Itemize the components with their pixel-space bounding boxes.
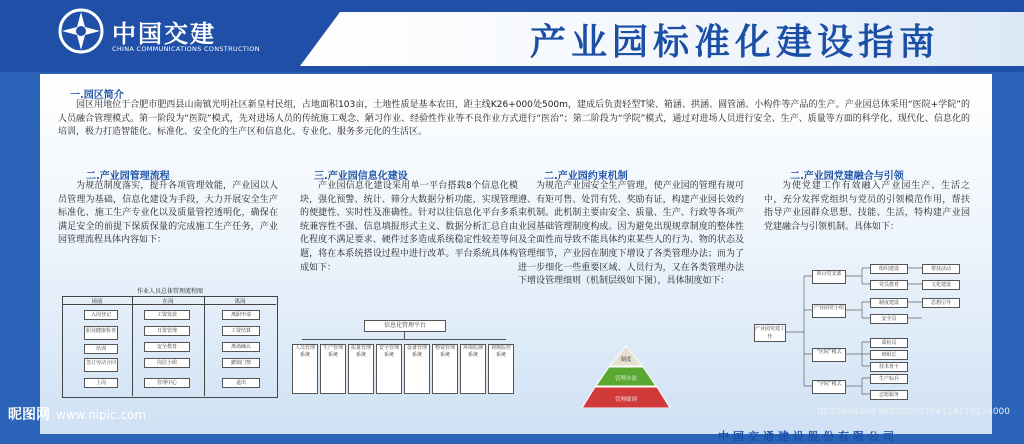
page-title: 产业园标准化建设指南 xyxy=(529,21,940,63)
flow-box: 签订劳动合同 xyxy=(84,358,118,372)
flow-box: 工资发放 xyxy=(144,310,190,320)
party-branch-box: “医院”模式 xyxy=(812,348,846,362)
flowchart-header-off: 离岗 xyxy=(234,299,246,305)
party-leaf-box: 志愿服务 xyxy=(870,390,908,400)
section-party-title: 二.产业园党建融合与引领 xyxy=(790,171,904,182)
ccc-logo-icon xyxy=(58,8,104,54)
party-leaf-box: 思想引导 xyxy=(922,298,960,308)
pyramid-label-rules: 制度 xyxy=(620,357,632,363)
image-id-stamp: ID:25654104 NO:20200704114119274000 xyxy=(817,407,1010,417)
flow-box: 日常管理 xyxy=(144,326,190,336)
flow-box: 离场确认 xyxy=(222,342,260,352)
section-management-text: 为规范制度落实，提升各项管理效能，产业园以人员管理为基础，信息化建设为手段，大力开展安全生产标准化、施工生产专业化以及质量管控透明化，确保在满足安全的前提下保质保量的完成施工生产任务，产业园管理流程具体内容如下： xyxy=(58,181,278,246)
footer-company-name: 中国交通建设股份有限公司 xyxy=(718,430,898,443)
pyramid-label-details: 管理细则 xyxy=(614,397,637,403)
pyramid-label-measures: 管理办法 xyxy=(614,376,637,382)
flow-box: 安全教育 xyxy=(144,342,190,352)
party-leaf-box: 技术骨干 xyxy=(870,362,908,372)
party-root-box: 产业园党建工作 xyxy=(755,326,786,340)
section-informatization-text: 产业园信息化建设采用单一平台搭载8个信息化模块，强化预警、统计、筛分大数据分析功能，实现管理的便捷性、实时性及准确性。针对以往信息化平台多系统兼容性不强、信息填报形式主义、数据分析汇总自由化程度不满足要求、硬件过多造成系统稳定性较差等问题，将在本系统搭设过程中进行改革。平台系统具体构成如下： xyxy=(300,181,518,273)
platform-module: 设备管理系统 xyxy=(404,344,430,394)
management-flowchart xyxy=(62,286,278,398)
flow-box: 职业健康检查 xyxy=(84,326,118,340)
flowchart-divider-2 xyxy=(204,296,205,396)
platform-module: 人员管理系统 xyxy=(292,344,318,394)
section-constraint-text: 为规范产业园安全生产管理，使产业园的管理有规可遵、有矩可售、处罚有凭、奖励有证，构建产业园长效约束机制。此机制主要由安全、质量、生产、行政等各项产业园基础管理制度构成。因为避免出现规章制度的整体性及全面性而导致不能具体约束某些人的行为、物的状态及管理细节，产业园在制度下增设了各类管理办法；而为了进一步细化一些重要区域、人员行为，又在各类管理办法下增设管理细则（机制层级如下图），具体制度如下： xyxy=(518,181,744,287)
party-leaf-box: 帮扶活动 xyxy=(922,264,960,274)
nipic-watermark: 昵图网 www.nipic.com xyxy=(8,407,147,423)
flow-box: 工资结算 xyxy=(222,326,260,336)
party-leaf-box: 文化建设 xyxy=(922,280,960,290)
flow-box: 撤销门禁 xyxy=(222,358,260,368)
party-tree-diagram xyxy=(754,262,978,402)
flow-box: 上岗 xyxy=(84,378,118,388)
platform-module: 生产管理系统 xyxy=(320,344,346,394)
flowchart-divider-1 xyxy=(132,296,133,396)
party-branch-box: 项目党支部 xyxy=(812,270,846,284)
party-leaf-box: 生产标兵 xyxy=(870,374,908,384)
flow-box: 管理中心 xyxy=(144,378,190,388)
flow-box: 培训 xyxy=(84,344,118,354)
flow-box: 岗位小组 xyxy=(144,358,190,368)
logo-english: CHINA COMMUNICATIONS CONSTRUCTION xyxy=(112,45,260,53)
party-branch-box: 产业园党小组 xyxy=(812,304,846,318)
platform-module: 视频监控系统 xyxy=(488,344,514,394)
party-leaf-box: 制度建设 xyxy=(870,298,908,308)
flowchart-header-on: 在岗 xyxy=(162,299,174,305)
section-management-title: 二.产业园管理流程 xyxy=(86,171,170,182)
flowchart-title: 作业人员总体管理流程图 xyxy=(136,288,203,295)
party-leaf-box: 组织建设 xyxy=(870,264,908,274)
flow-box: 退出 xyxy=(222,378,260,388)
platform-module: 环境监测系统 xyxy=(460,344,486,394)
section-informatization-title: 三.产业园信息化建设 xyxy=(314,171,408,182)
party-leaf-box: 班组长 xyxy=(870,350,908,360)
platform-module: 物资管理系统 xyxy=(432,344,458,394)
section-park-intro-text: 园区用地位于合肥市肥西县山南镇光明社区新皇村民组，占地面积103亩，土地性质是基本农田，距主线K26+000处500m，建成后负责轻型T梁、箱涵、拱涵、圆管涵、小构件等产品的生产。产业园总体采用“医院+学院”的人员融合管理模式。第一阶段为“医院”模式，先对进场人员的传统施工观念、陋习作业、经验性作业等不良作业方式进行“医治”；第二阶段为“学院”模式，通过对进场人员进行安全、生产、质量等方面的科学化、现代化、信息化的培训，极力打造智能化、标准化、安全化的生产区和信息化、专业化、服务多元化的生活区。 xyxy=(58,100,970,138)
party-leaf-box: 安全员 xyxy=(870,314,908,324)
system-pyramid xyxy=(582,346,670,408)
section-constraint-title: 二.产业园约束机制 xyxy=(544,171,628,182)
party-leaf-box: 党员教育 xyxy=(870,280,908,290)
party-branch-box: “学院”模式 xyxy=(812,380,846,394)
platform-hline xyxy=(302,339,506,340)
platform-module: 安全管理系统 xyxy=(376,344,402,394)
flow-box: 入岗登记 xyxy=(84,310,118,320)
section-party-text: 为使党建工作有效融入产业园生产、生活之中，充分发挥党组织与党员的引领模范作用，帮扶指导产业园群众思想、技能、生活，特构建产业园党建融合与引领机制。具体如下： xyxy=(764,181,970,232)
platform-root-box: 信息化管理平台 xyxy=(364,320,446,332)
platform-module: 质量管理系统 xyxy=(348,344,374,394)
party-leaf-box: 质检员 xyxy=(870,338,908,348)
flowchart-header-pre: 岗前 xyxy=(91,299,103,305)
flow-box: 离职申请 xyxy=(222,310,260,320)
section-park-intro-title: 一.园区简介 xyxy=(70,90,124,101)
logo-name: 中国交建 xyxy=(112,20,216,48)
platform-diagram xyxy=(290,320,518,404)
platform-connector xyxy=(404,331,405,339)
